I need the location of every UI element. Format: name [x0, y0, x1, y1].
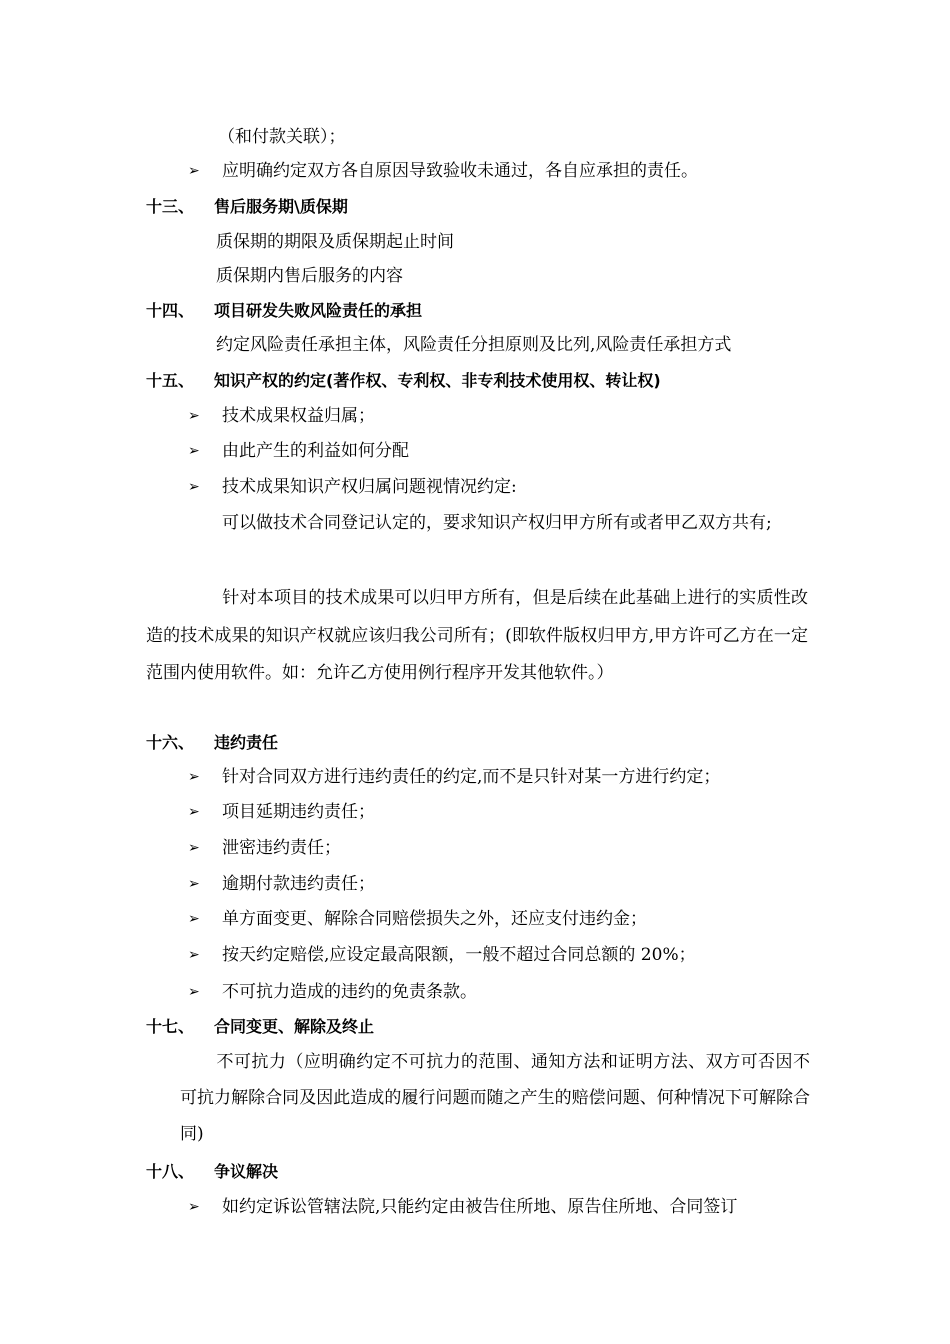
section-heading-14 [146, 299, 422, 323]
arrow-bullet-icon: ➢ [188, 804, 200, 820]
section-number: 十五、 [146, 371, 195, 390]
arrow-bullet-icon: ➢ [188, 163, 200, 179]
list-item-text: 逾期付款违约责任； [222, 874, 375, 894]
arrow-bullet-icon: ➢ [188, 479, 200, 495]
arrow-bullet-icon: ➢ [188, 408, 200, 424]
list-item-text: 技术成果权益归属； [222, 406, 375, 426]
paragraph [180, 1044, 810, 1152]
section-heading-18 [146, 1160, 278, 1184]
list-item-text: 技术成果知识产权归属问题视情况约定: [222, 477, 517, 497]
list-item-text: 针对合同双方进行违约责任的约定,而不是只针对某一方进行约定； [222, 767, 721, 787]
list-item-text: 单方面变更、解除合同赔偿损失之外，还应支付违约金； [222, 909, 647, 929]
arrow-bullet-icon: ➢ [188, 984, 200, 1000]
arrow-bullet-icon: ➢ [188, 876, 200, 892]
section-title: 违约责任 [214, 733, 279, 752]
section-title: 争议解决 [214, 1162, 279, 1181]
section-number: 十四、 [146, 301, 195, 320]
section-heading-16 [146, 731, 278, 755]
arrow-bullet-icon: ➢ [188, 911, 200, 927]
arrow-bullet-icon: ➢ [188, 1199, 200, 1215]
section-heading-13 [146, 195, 348, 219]
body-line: 约定风险责任承担主体，风险责任分担原则及比列,风险责任承担方式 [216, 335, 732, 355]
list-item-text: 由此产生的利益如何分配 [222, 441, 409, 461]
section-number: 十七、 [146, 1017, 195, 1036]
section-heading-17 [146, 1015, 374, 1039]
section-title: 合同变更、解除及终止 [214, 1017, 375, 1036]
section-title: 售后服务期\质保期 [214, 197, 348, 216]
section-number: 十八、 [146, 1162, 195, 1181]
section-number: 十六、 [146, 733, 195, 752]
paragraph [146, 505, 808, 543]
arrow-bullet-icon: ➢ [188, 443, 200, 459]
continuation-text: （和付款关联）； [218, 127, 346, 147]
body-line: 质保期的期限及质保期起止时间 [216, 232, 454, 252]
list-item-text: 按天约定赔偿,应设定最高限额，一般不超过合同总额的 20%； [222, 945, 696, 965]
paragraph [146, 580, 808, 693]
list-item-text: 如约定诉讼管辖法院,只能约定由被告住所地、原告住所地、合同签订 [222, 1197, 738, 1217]
arrow-bullet-icon: ➢ [188, 769, 200, 785]
section-title: 知识产权的约定(著作权、专利权、非专利技术使用权、转让权) [214, 371, 661, 390]
list-item-text: 不可抗力造成的违约的免责条款。 [222, 982, 477, 1002]
section-number: 十三、 [146, 197, 195, 216]
list-item-text: 项目延期违约责任； [222, 802, 375, 822]
list-item-text: 应明确约定双方各自原因导致验收未通过，各自应承担的责任。 [222, 161, 698, 181]
arrow-bullet-icon: ➢ [188, 947, 200, 963]
body-line: 质保期内售后服务的内容 [216, 266, 403, 286]
list-item-text: 泄密违约责任； [222, 838, 341, 858]
paragraph-text: 可以做技术合同登记认定的，要求知识产权归甲方所有或者甲乙双方共有; [222, 513, 772, 533]
paragraph-text: 不可抗力（应明确约定不可抗力的范围、通知方法和证明方法、双方可否因不可抗力解除合同及因此造成的履行问题而随之产生的赔偿问题、何种情况下可解除合同) [180, 1052, 810, 1144]
paragraph-text: 针对本项目的技术成果可以归甲方所有，但是后续在此基础上进行的实质性改造的技术成果的知识产权就应该归我公司所有；(即软件版权归甲方,甲方许可乙方在一定范围内使用软件。如：允许乙方使用例行程序开发其他软件。） [146, 588, 808, 683]
arrow-bullet-icon: ➢ [188, 840, 200, 856]
section-title: 项目研发失败风险责任的承担 [214, 301, 423, 320]
section-heading-15 [146, 369, 661, 393]
